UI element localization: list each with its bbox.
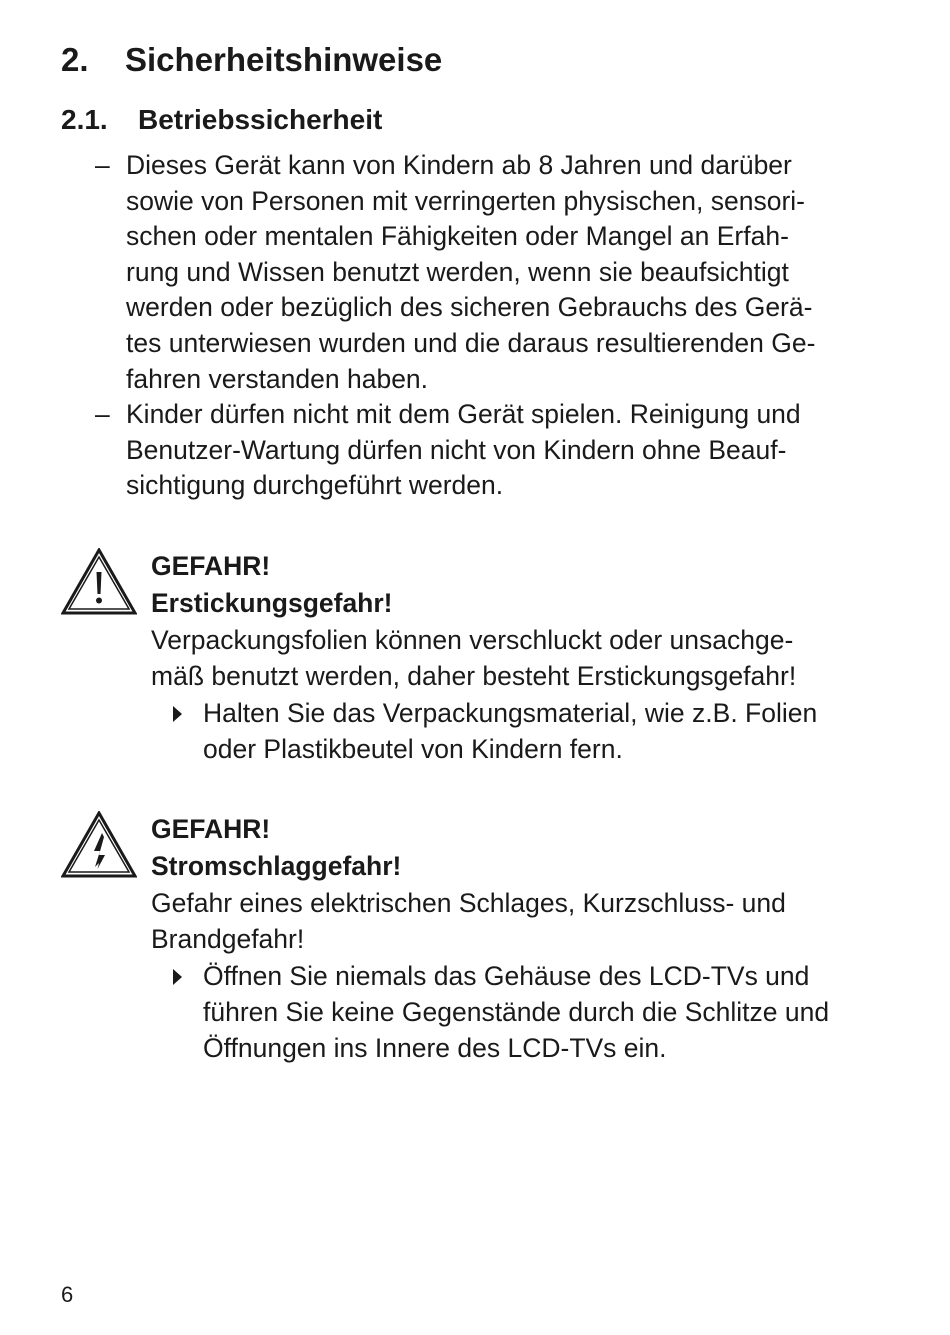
text-line: Dieses Gerät kann von Kindern ab 8 Jahren und darüber — [126, 150, 792, 180]
text-line: Verpackungsfolien können verschluckt oder unsachge- — [151, 625, 794, 655]
arrow-bullet-icon — [173, 969, 182, 985]
section-heading — [61, 36, 442, 84]
electric-shock-warning-icon — [61, 811, 137, 879]
text-line: fahren verstanden haben. — [126, 363, 429, 394]
exclamation-warning-icon — [61, 548, 137, 616]
list-item — [95, 148, 885, 397]
subsection-number: 2.1. — [61, 104, 108, 135]
text-line: rung und Wissen benutzt werden, wenn sie beaufsichtigt — [126, 256, 789, 287]
safety-list — [95, 148, 885, 504]
warning-title: GEFAHR! — [151, 814, 271, 844]
text-line: oder Plastikbeutel von Kindern fern. — [203, 734, 623, 764]
instruction-bullet — [151, 958, 891, 1066]
text-line: Öffnen Sie niemals das Gehäuse des LCD-TVs und — [203, 961, 810, 991]
text-line: Gefahr eines elektrischen Schlages, Kurzschluss- und — [151, 888, 786, 918]
list-item — [95, 397, 885, 504]
text-line: Kinder dürfen nicht mit dem Gerät spielen. Reinigung und — [126, 399, 801, 430]
text-line: mäß benutzt werden, daher besteht Erstickungsgefahr! — [151, 661, 797, 691]
text-line: sichtigung durchgeführt werden. — [126, 470, 504, 501]
section-title: Sicherheitshinweise — [125, 41, 443, 78]
text-line: sowie von Personen mit verringerten physischen, sensori- — [126, 185, 806, 216]
subsection-title: Betriebssicherheit — [138, 104, 383, 135]
text-line: Benutzer-Wartung dürfen nicht von Kindern ohne Beauf- — [126, 434, 787, 465]
warning-subtitle: Stromschlaggefahr! — [151, 851, 402, 881]
text-line: Brandgefahr! — [151, 924, 305, 954]
warning-subtitle: Erstickungsgefahr! — [151, 588, 393, 618]
text-line: tes unterwiesen wurden und die daraus resultierenden Ge- — [126, 327, 816, 358]
dash-marker: – — [95, 150, 110, 180]
warning-title: GEFAHR! — [151, 551, 271, 581]
section-number: 2. — [61, 41, 89, 78]
page-number: 6 — [61, 1282, 74, 1307]
text-line: Halten Sie das Verpackungsmaterial, wie z.B. Folien — [203, 698, 818, 728]
instruction-bullet — [151, 695, 891, 767]
text-line: werden oder bezüglich des sicheren Gebrauchs des Gerä- — [126, 292, 813, 323]
warning-content — [151, 811, 891, 1066]
warning-text — [151, 622, 891, 694]
text-line: schen oder mentalen Fähigkeiten oder Mangel an Erfah- — [126, 221, 789, 252]
warning-text — [151, 885, 891, 957]
warning-content — [151, 548, 891, 767]
dash-marker: – — [95, 399, 110, 430]
text-line: führen Sie keine Gegenstände durch die Schlitze und — [203, 997, 830, 1027]
subsection-heading — [61, 100, 382, 140]
arrow-bullet-icon — [173, 706, 182, 722]
text-line: Öffnungen ins Innere des LCD-TVs ein. — [203, 1033, 667, 1063]
